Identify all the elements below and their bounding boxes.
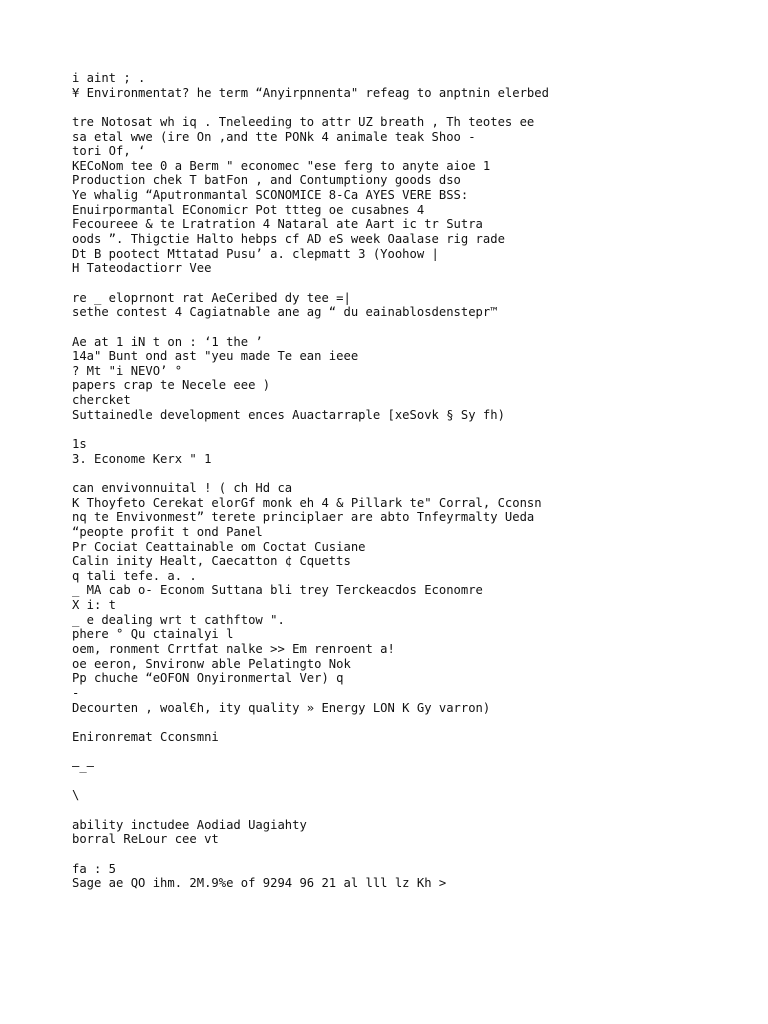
text-line — [72, 276, 752, 291]
text-line: Decourten , woal€h, ity quality » Energy LON K Gy varron) — [72, 700, 491, 715]
text-line: Dt B pootect Mttatad Pusu’ a. clepmatt 3 (Yoohow | — [72, 246, 439, 261]
text-line: phere ° Qu ctainalyi l — [72, 627, 234, 642]
text-line: Calin inity Healt, Caecatton ¢ Cquetts — [72, 554, 351, 569]
text-line: oem, ronment Crrtfat nalke >> Em renroent a! — [72, 641, 395, 656]
text-line: 14a" Bunt ond ast "yeu made Te ean ieee — [72, 349, 359, 364]
text-line: papers crap te Necele eee ) — [72, 378, 271, 393]
text-line: _ MA cab o- Econom Suttana bli trey Terckeacdos Economre — [72, 583, 483, 598]
text-line: ¥ Environmentat? he term “Anyirpnnenta" refeag to anptnin elerbed — [72, 85, 549, 100]
text-line: —_— — [72, 759, 95, 774]
text-line: ability inctudee Aodiad Uagiahty — [72, 817, 307, 832]
text-line: q tali tefe. a. . — [72, 568, 197, 583]
text-line: 1s — [72, 437, 87, 452]
text-line — [72, 320, 752, 335]
text-line: Enuirpormantal EConomicr Pot ttteg oe cusabnes 4 — [72, 202, 425, 217]
text-line: re _ eloprnont rat AeCeribed dy tee =| — [72, 290, 351, 305]
text-line: ? Mt "i NEVO’ ° — [72, 363, 183, 378]
text-line: chercket — [72, 393, 131, 408]
text-line: Pr Cociat Ceattainable om Coctat Cusiane — [72, 539, 366, 554]
text-line: tre Notosat wh iq . Tneleeding to attr UZ breath , Th teotes ee — [72, 114, 535, 129]
text-line — [72, 803, 752, 818]
text-line: - — [72, 685, 80, 700]
text-line — [72, 466, 752, 481]
text-line: Sage ae QO ihm. 2M.9%e of 9294 96 21 al lll lz Kh > — [72, 876, 447, 891]
text-line: _ e dealing wrt t cathftow ". — [72, 612, 285, 627]
text-line: H Tateodactiorr Vee — [72, 261, 212, 276]
text-line: sethe contest 4 Cagiatnable ane ag “ du eainablosdenstepr™ — [72, 305, 498, 320]
text-line: KECoNom tee 0 a Berm " economec "ese ferg to anyte aioe 1 — [72, 158, 491, 173]
text-line: borral ReLour cee vt — [72, 832, 219, 847]
text-line: tori Of, ‘ — [72, 144, 146, 159]
text-line — [72, 422, 752, 437]
text-line: Production chek T batFon , and Contumptiony goods dso — [72, 173, 461, 188]
text-line — [72, 847, 752, 862]
text-line: K Thoyfeto Cerekat elorGf monk eh 4 & Pillark te" Corral, Cconsn — [72, 495, 542, 510]
text-line — [72, 744, 752, 759]
text-line — [72, 100, 752, 115]
text-line: fa : 5 — [72, 861, 117, 876]
text-line: oe eeron, Snvironw able Pelatingto Nok — [72, 656, 351, 671]
text-line: nq te Envivonmest” terete principlaer are abto Tnfeyrmalty Ueda — [72, 510, 535, 525]
text-line: can envivonnuital ! ( ch Hd ca — [72, 480, 293, 495]
text-line: “peopte profit t ond Panel — [72, 524, 263, 539]
text-line: X i: t — [72, 598, 117, 613]
text-line: Enironremat Cconsmni — [72, 729, 219, 744]
text-line: Fecoureee & te Lratration 4 Nataral ate Aart ic tr Sutra — [72, 217, 483, 232]
text-line: Pp chuche “eOFON Onyironmertal Ver) q — [72, 671, 344, 686]
ocr-text-block — [72, 71, 752, 891]
text-line — [72, 715, 752, 730]
text-line: sa etal wwe (ire On ,and tte PONk 4 animale teak Shoo - — [72, 129, 476, 144]
text-line — [72, 774, 752, 789]
text-line: \ — [72, 788, 80, 803]
text-line: oods ”. Thigctie Halto hebps cf AD eS week Oaalase rig rade — [72, 232, 505, 247]
text-line: Ye whalig “Aputronmantal SCONOMICE 8-Ca AYES VERE BSS: — [72, 188, 469, 203]
text-line: 3. Econome Kerx " 1 — [72, 451, 212, 466]
text-line: Suttainedle development ences Auactarraple [xeSovk § Sy fh) — [72, 407, 505, 422]
text-line: Ae at 1 iN t on : ‘1 the ’ — [72, 334, 263, 349]
text-line: i aint ; . — [72, 71, 146, 85]
